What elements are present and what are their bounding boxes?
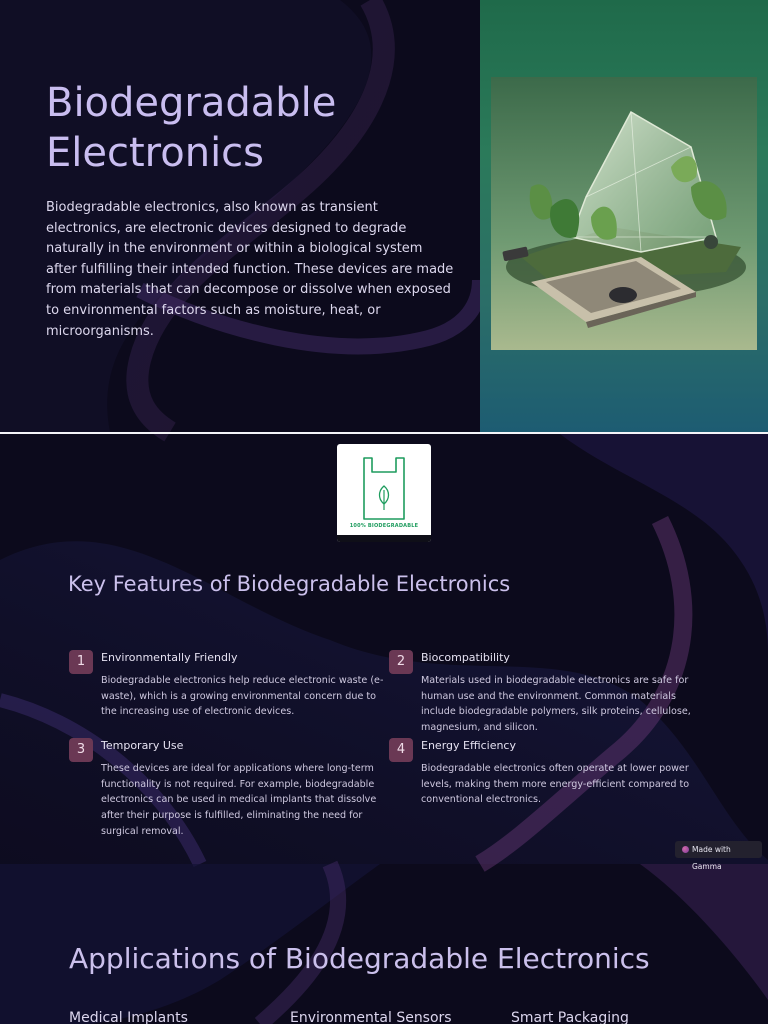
feature-title: Environmentally Friendly [101, 651, 238, 664]
bag-caption: 100% BIODEGRADABLE [349, 523, 419, 529]
feature-number-badge: 2 [389, 650, 413, 674]
gamma-logo-icon [682, 846, 689, 853]
feature-title: Biocompatibility [421, 651, 510, 664]
feature-description: Materials used in biodegradable electronics are safe for human use and the environment. Common materials include biodegradable polymers, silk proteins, cellulose, magnesium, and silicon. [421, 675, 691, 734]
feature-number-badge: 4 [389, 738, 413, 762]
feature-description: Biodegradable electronics often operate at lower power levels, making them more energy-efficient compared to conventional electronics. [421, 763, 690, 806]
terrarium-laptop-image [491, 77, 757, 350]
biodegradable-bag-icon [337, 444, 431, 524]
feature-number-badge: 3 [69, 738, 93, 762]
feature-title: Energy Efficiency [421, 739, 516, 752]
application-item-medical-implants: Medical Implants [69, 1010, 188, 1024]
application-item-environmental-sensors: Environmental Sensors [290, 1010, 452, 1024]
section-title-key-features: Key Features of Biodegradable Electronics [68, 572, 511, 596]
section-title-applications: Applications of Biodegradable Electronics [69, 942, 650, 975]
intro-paragraph: Biodegradable electronics, also known as transient electronics, are electronic devices designed to degrade naturally in the environment or within a biological system after fulfilling their intended function. These devices are made from materials that can decompose or dissolve when exposed to environmental factors such as moisture, heat, or microorganisms. [46, 200, 454, 339]
feature-title: Temporary Use [101, 739, 184, 752]
made-with-gamma-badge[interactable] [675, 841, 762, 871]
feature-number-badge: 1 [69, 650, 93, 674]
feature-description: Biodegradable electronics help reduce electronic waste (e-waste), which is a growing environmental concern due to the increasing use of electronic devices. [101, 675, 384, 718]
biodegradable-bag-image [337, 444, 431, 542]
slide-intro [0, 0, 768, 432]
bag-footer-bar [337, 535, 431, 542]
application-item-smart-packaging: Smart Packaging [511, 1010, 629, 1024]
page-title: Biodegradable Electronics [46, 80, 337, 176]
intro-image-panel [480, 0, 768, 432]
intro-text-panel [0, 0, 480, 432]
feature-description: These devices are ideal for applications where long-term functionality is not required. For example, biodegradable electronics can be used in medical implants that dissolve after their purpose is fulfilled, eliminating the need for surgical removal. [101, 763, 377, 837]
slide-key-features [0, 434, 768, 871]
badge-label: Made with Gamma [692, 845, 731, 871]
slide-divider [0, 432, 768, 434]
slide-applications [0, 864, 768, 1024]
